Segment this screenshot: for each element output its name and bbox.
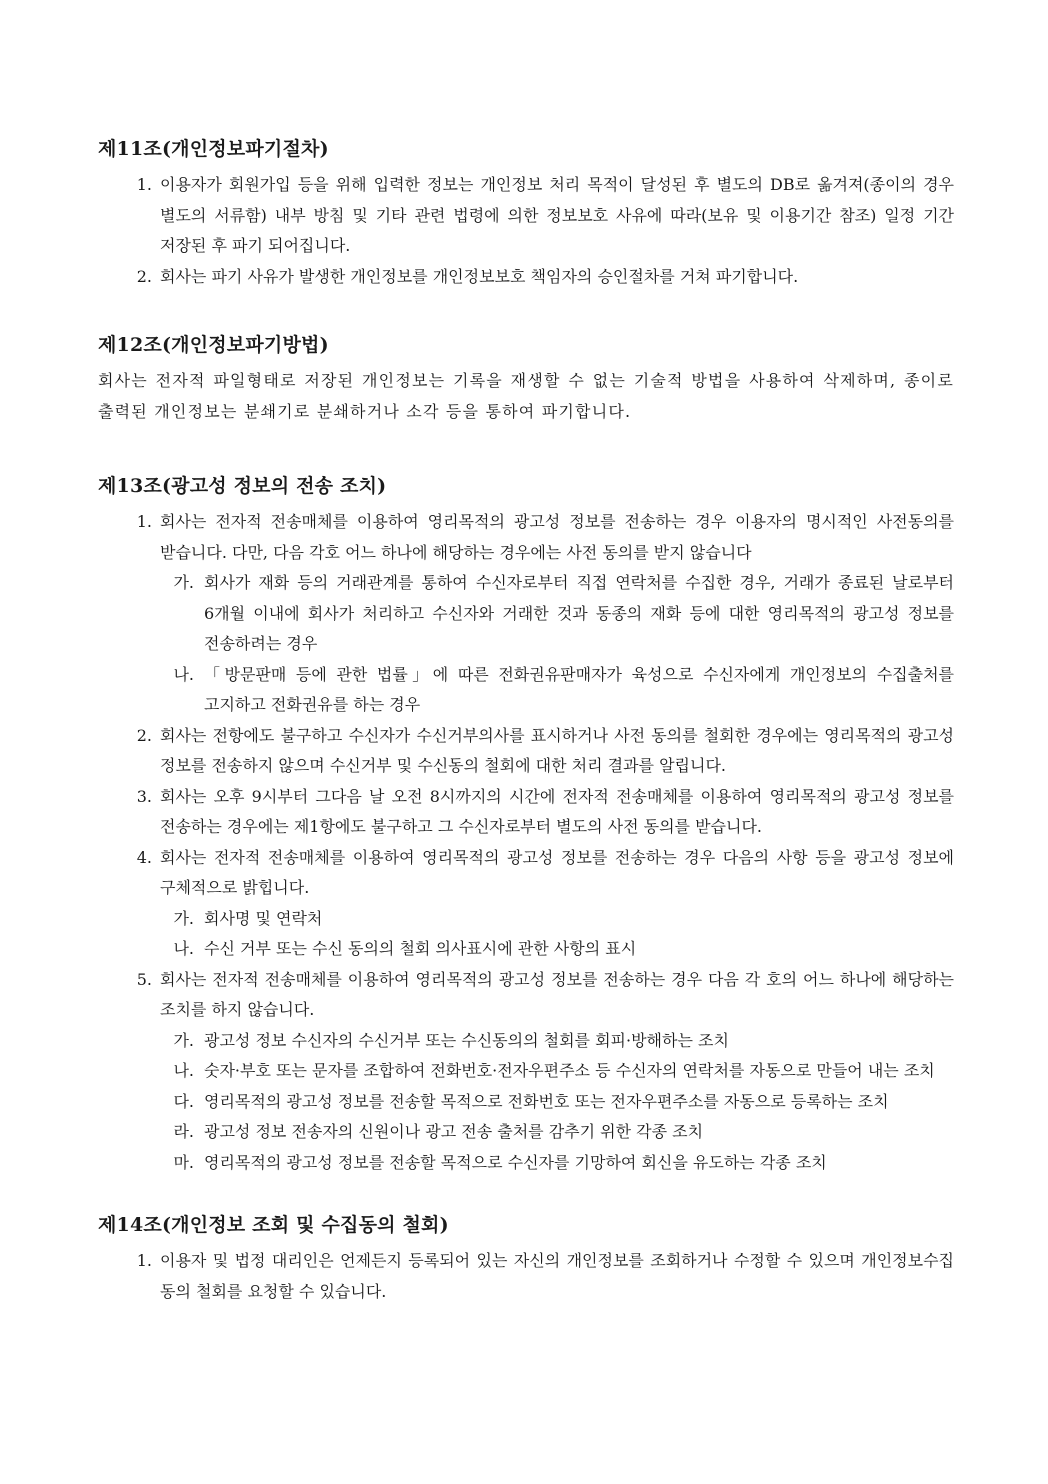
article-12 [98, 328, 954, 427]
item-number: 나. [173, 1061, 194, 1080]
item-text: 회사는 파기 사유가 발생한 개인정보를 개인정보보호 책임자의 승인절차를 거쳐 파기합니다. [160, 266, 799, 286]
list-item [98, 721, 954, 782]
item-number: 가. [173, 1030, 194, 1050]
item-text: 수신 거부 또는 수신 동의의 철회 의사표시에 관한 사항의 표시 [204, 939, 637, 958]
sub-list-item [98, 1148, 954, 1179]
document-page [98, 132, 954, 1307]
item-number: 1. [136, 1251, 152, 1270]
sub-list-item [98, 1056, 954, 1087]
item-text: 회사명 및 연락처 [204, 908, 323, 928]
sub-list-item [98, 1026, 954, 1057]
article-13 [98, 469, 954, 1178]
item-number: 4. [136, 847, 152, 867]
item-text: 숫자·부호 또는 문자를 조합하여 전화번호·전자우편주소 등 수신자의 연락처를 자동으로 만들어 내는 조치 [204, 1061, 935, 1080]
item-text: 회사는 전자적 전송매체를 이용하여 영리목적의 광고성 정보를 전송하는 경우 다음의 사항 등을 광고성 정보에 구체적으로 밝힙니다. [160, 847, 954, 897]
item-number: 2. [136, 266, 152, 286]
article-14-heading: 제14조(개인정보 조회 및 수집동의 철회) [98, 1214, 449, 1236]
item-number: 2. [136, 725, 152, 745]
sub-list-item [98, 660, 954, 721]
list-item [98, 965, 954, 1026]
list-item [98, 262, 954, 293]
item-text: 영리목적의 광고성 정보를 전송할 목적으로 수신자를 기망하여 회신을 유도하는 각종 조치 [204, 1152, 827, 1172]
sub-list-item [98, 934, 954, 965]
item-number: 3. [136, 786, 152, 806]
list-item [98, 782, 954, 843]
item-number: 나. [173, 664, 194, 684]
list-item [98, 170, 954, 262]
item-text: 광고성 정보 전송자의 신원이나 광고 전송 출처를 감추기 위한 각종 조치 [204, 1122, 704, 1141]
item-number: 1. [136, 175, 152, 194]
sub-list-item [98, 568, 954, 660]
item-text: 회사가 재화 등의 거래관계를 통하여 수신자로부터 직접 연락처를 수집한 경우, 거래가 종료된 날로부터 6개월 이내에 회사가 처리하고 수신자와 거래한 것과 동종의 재화 등에 대한 영리목적의 광고성 정보를 전송하려는 경우 [204, 573, 954, 653]
item-text: 광고성 정보 수신자의 수신거부 또는 수신동의의 철회를 회피·방해하는 조치 [204, 1030, 729, 1050]
item-number: 마. [173, 1152, 194, 1172]
item-text: 「방문판매 등에 관한 법률」에 따른 전화권유판매자가 육성으로 수신자에게 개인정보의 수집출처를 고지하고 전화권유를 하는 경우 [204, 664, 954, 714]
article-12-heading: 제12조(개인정보파기방법) [98, 334, 329, 356]
list-item [98, 507, 954, 568]
item-text: 회사는 오후 9시부터 그다음 날 오전 8시까지의 시간에 전자적 전송매체를 이용하여 영리목적의 광고성 정보를 전송하는 경우에는 제1항에도 불구하고 그 수신자로부터 별도의 사전 동의를 받습니다. [160, 786, 954, 836]
article-11-heading: 제11조(개인정보파기절차) [98, 138, 329, 160]
article-13-heading: 제13조(광고성 정보의 전송 조치) [98, 475, 387, 497]
item-number: 1. [136, 512, 152, 531]
item-text: 회사는 전자적 전송매체를 이용하여 영리목적의 광고성 정보를 전송하는 경우 다음 각 호의 어느 하나에 해당하는 조치를 하지 않습니다. [160, 969, 954, 1019]
item-number: 다. [173, 1091, 194, 1111]
item-text: 회사는 전자적 전송매체를 이용하여 영리목적의 광고성 정보를 전송하는 경우 이용자의 명시적인 사전동의를 받습니다. 다만, 다음 각호 어느 하나에 해당하는 경우에는 사전 동의를 받지 않습니다 [160, 512, 954, 562]
item-number: 나. [173, 939, 194, 958]
item-number: 가. [173, 908, 194, 928]
item-text: 이용자 및 법정 대리인은 언제든지 등록되어 있는 자신의 개인정보를 조회하거나 수정할 수 있으며 개인정보수집 동의 철회를 요청할 수 있습니다. [160, 1251, 954, 1301]
sub-list-item [98, 1117, 954, 1148]
list-item [98, 1246, 954, 1307]
sub-list-item [98, 904, 954, 935]
article-11 [98, 132, 954, 292]
sub-list-item [98, 1087, 954, 1118]
item-number: 가. [173, 573, 194, 592]
item-text: 이용자가 회원가입 등을 위해 입력한 정보는 개인정보 처리 목적이 달성된 후 별도의 DB로 옮겨져(종이의 경우 별도의 서류함) 내부 방침 및 기타 관련 법령에 의한 정보보호 사유에 따라(보유 및 이용기간 참조) 일정 기간 저장된 후 파기 되어집니다. [160, 175, 954, 255]
item-number: 라. [173, 1122, 194, 1141]
item-number: 5. [136, 969, 152, 989]
article-12-paragraph: 회사는 전자적 파일형태로 저장된 개인정보는 기록을 재생할 수 없는 기술적 방법을 사용하여 삭제하며, 종이로 출력된 개인정보는 분쇄기로 분쇄하거나 소각 등을 통하여 파기합니다. [98, 371, 954, 421]
item-text: 회사는 전항에도 불구하고 수신자가 수신거부의사를 표시하거나 사전 동의를 철회한 경우에는 영리목적의 광고성 정보를 전송하지 않으며 수신거부 및 수신동의 철회에 대한 처리 결과를 알립니다. [160, 725, 954, 775]
list-item [98, 843, 954, 904]
item-text: 영리목적의 광고성 정보를 전송할 목적으로 전화번호 또는 전자우편주소를 자동으로 등록하는 조치 [204, 1091, 889, 1111]
article-14 [98, 1208, 954, 1307]
